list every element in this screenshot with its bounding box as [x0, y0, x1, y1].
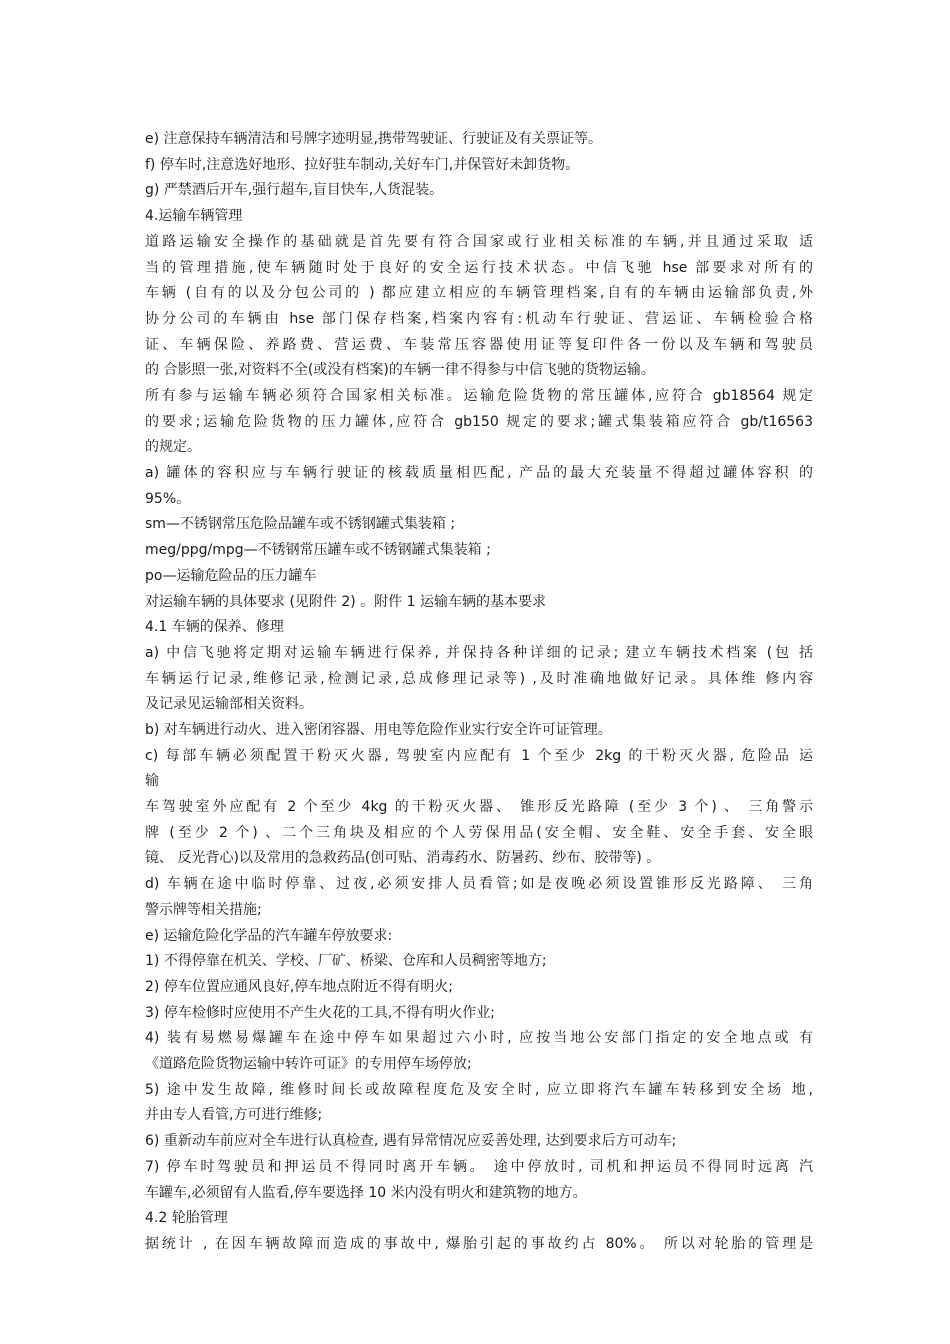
text-line: 当的管理措施,使车辆随时处于良好的安全运行技术状态。中信飞驰 hse 部要求对所有的 — [145, 259, 813, 276]
text-line: 警示牌等相关措施; — [145, 901, 262, 918]
text-line: 的要求;运输危险货物的压力罐体,应符合 gb150 规定的要求;罐式集装箱应符合 gb/t16563 — [145, 413, 813, 430]
text-line: e) 注意保持车辆清洁和号牌字迹明显,携带驾驶证、行驶证及有关票证等。 — [145, 131, 602, 147]
text-line: 《道路危险货物运输中转许可证》的专用停车场停放; — [145, 1056, 472, 1073]
text-line: 的 合影照一张,对资料不全(或没有档案)的车辆一律不得参与中信飞驰的货物运输。 — [145, 362, 655, 379]
text-line: 5) 途中发生故障, 维修时间长或故障程度危及安全时, 应立即将汽车罐车转移到安全场 地, — [145, 1081, 813, 1098]
text-line: 车辆 (自有的以及分包公司的 ) 都应建立相应的车辆管理档案,自有的车辆由运输部负责,外 — [145, 285, 813, 302]
text-line: meg/ppg/mpg—不锈钢常压罐车或不锈钢罐式集装箱 ; — [145, 542, 491, 559]
text-line: 95%。 — [145, 490, 191, 507]
text-line: 输 — [145, 773, 159, 790]
text-line: 车辆运行记录,维修记录,检测记录,总成修理记录等) ,及时准确地做好记录。具体维 修内容 — [145, 670, 813, 687]
text-line: f) 停车时,注意选好地形、拉好驻车制动,关好车门,并保管好未卸货物。 — [145, 156, 580, 173]
text-line: 车驾驶室外应配有 2 个至少 4kg 的干粉灭火器、 锥形反光路障 (至少 3 个) 、 三角警示 — [145, 799, 813, 816]
text-line: b) 对车辆进行动火、进入密闭容器、用电等危险作业实行安全许可证管理。 — [145, 722, 612, 739]
text-line: 所有参与运输车辆必须符合国家相关标准。运输危险货物的常压罐体,应符合 gb18564 规定 — [145, 387, 813, 404]
text-line: 证、车辆保险、养路费、营运费、车装常压容器使用证等复印件各一份以及车辆和驾驶员 — [145, 336, 813, 353]
text-line: 4.运输车辆管理 — [145, 208, 243, 225]
text-line: 2) 停车位置应通风良好,停车地点附近不得有明火; — [145, 978, 453, 995]
text-line: 据统计 , 在因车辆故障而造成的事故中, 爆胎引起的事故约占 80%。 所以对轮胎的管理是 — [145, 1235, 813, 1252]
text-line: g) 严禁酒后开车,强行超车,盲目快车,人货混装。 — [145, 182, 444, 199]
text-line: 3) 停车检修时应使用不产生火花的工具,不得有明火作业; — [145, 1004, 495, 1021]
text-line: 的规定。 — [145, 439, 201, 456]
text-line: 7) 停车时驾驶员和押运员不得同时离开车辆。 途中停放时, 司机和押运员不得同时远离 汽 — [145, 1158, 813, 1175]
text-line: 4) 装有易燃易爆罐车在途中停车如果超过六小时, 应按当地公安部门指定的安全地点或 有 — [145, 1030, 813, 1047]
text-line: 协分公司的车辆由 hse 部门保存档案,档案内容有:机动车行驶证、营运证、车辆检验合格 — [145, 310, 813, 327]
text-line: 牌 (至少 2 个) 、二个三角块及相应的个人劳保用品(安全帽、安全鞋、安全手套、安全眼 — [145, 824, 813, 841]
text-line: 及记录见运输部相关资料。 — [145, 696, 313, 713]
text-line: 并由专人看管,方可进行维修; — [145, 1107, 323, 1124]
text-line: a) 中信飞驰将定期对运输车辆进行保养, 并保持各种详细的记录; 建立车辆技术档案 (包 括 — [145, 644, 813, 661]
text-line: 6) 重新动车前应对全车进行认真检查, 遇有异常情况应妥善处理, 达到要求后方可动车; — [145, 1133, 677, 1150]
text-line: 对运输车辆的具体要求 (见附件 2) 。附件 1 运输车辆的基本要求 — [145, 593, 546, 610]
text-line: 道路运输安全操作的基础就是首先要有符合国家或行业相关标准的车辆,并且通过采取 适 — [145, 233, 813, 250]
text-line: 4.2 轮胎管理 — [145, 1210, 228, 1227]
text-line: 4.1 车辆的保养、修理 — [145, 619, 284, 636]
text-line: 镜、 反光背心)以及常用的急救药品(创可贴、消毒药水、防暑药、纱布、胶带等) 。 — [145, 850, 661, 867]
text-line: d) 车辆在途中临时停靠、过夜,必须安排人员看管;如是夜晚必须设置锥形反光路障、 三角 — [145, 876, 813, 893]
text-line: c) 每部车辆必须配置干粉灭火器, 驾驶室内应配有 1 个至少 2kg 的干粉灭火器, 危险品 运 — [145, 747, 813, 764]
text-line: sm—不锈钢常压危险品罐车或不锈钢罐式集装箱 ; — [145, 516, 456, 533]
text-line: 车罐车,必须留有人监看,停车要选择 10 米内没有明火和建筑物的地方。 — [145, 1184, 587, 1201]
text-line: e) 运输危险化学品的汽车罐车停放要求: — [145, 927, 393, 944]
text-line: 1) 不得停靠在机关、学校、厂矿、桥梁、仓库和人员稠密等地方; — [145, 953, 547, 970]
text-line: a) 罐体的容积应与车辆行驶证的核载质量相匹配, 产品的最大充装量不得超过罐体容积 的 — [145, 465, 813, 482]
text-line: po—运输危险品的压力罐车 — [145, 567, 317, 584]
document-body — [145, 127, 813, 1258]
